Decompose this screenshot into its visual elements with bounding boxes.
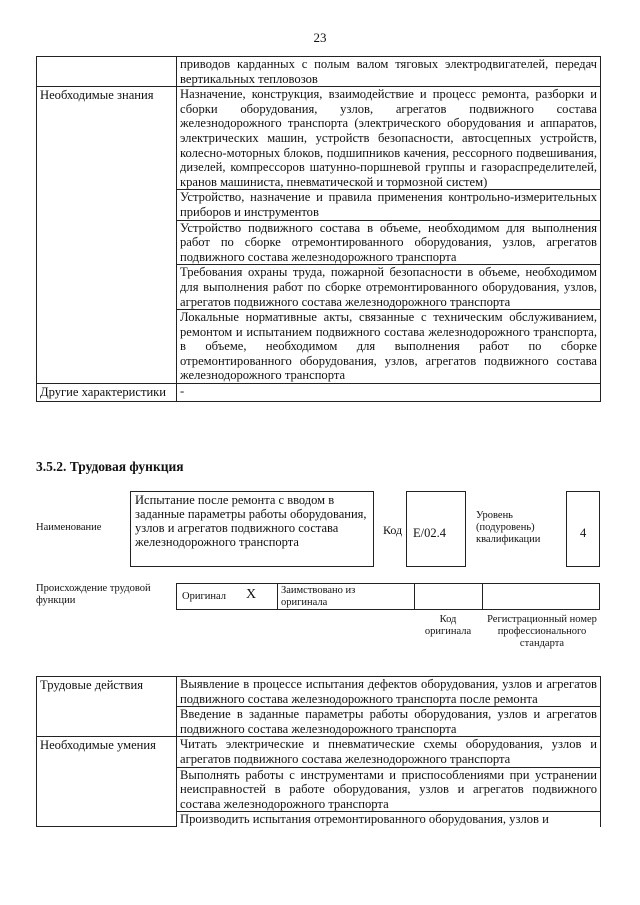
code-label: Код [383, 523, 403, 537]
knowledge-item: Локальные нормативные акты, связанные с техническим обслуживанием, ремонтом и испытанием подвижного состава железнодорожного транспорта, в объеме, необходимом для выполнения работ по сборке отремонтированного оборудования, узлов, агрегатов подвижного состава железнодорожного транспорта [177, 310, 601, 384]
knowledge-item: Устройство подвижного состава в объеме, необходимом для выполнения работ по сборке отремонтированного оборудования, узлов, агрегатов подвижного состава железнодорожного транспорта [177, 220, 601, 265]
caption-reg: Регистрационный номер профессионального стандарта [487, 614, 597, 649]
table-row [37, 384, 601, 402]
section-title: 3.5.2. Трудовая функция [36, 459, 184, 474]
knowledge-table [36, 56, 601, 402]
original-label: Оригинал [182, 591, 226, 602]
action-item: Выявление в процессе испытания дефектов оборудования, узлов и агрегатов подвижного состава железнодорожного транспорта после ремонта [177, 677, 601, 707]
other-value: - [177, 384, 601, 402]
continuation-text: приводов карданных с полым валом тяговых электродвигателей, передач вертикальных тепловозов [177, 57, 601, 87]
caption-code: Код оригинала [424, 614, 472, 637]
original-mark: X [246, 587, 257, 602]
origin-label: Происхождение трудовой функции [36, 583, 151, 606]
skill-item: Читать электрические и пневматические схемы оборудования, узлов и агрегатов подвижного состава железнодорожного транспорта [177, 737, 601, 767]
skill-item: Производить испытания отремонтированного оборудования, узлов и [177, 812, 601, 827]
actions-table [36, 676, 601, 827]
knowledge-label: Необходимые знания [37, 87, 177, 384]
skill-item: Выполнять работы с инструментами и приспособлениями при устранении неисправностей в работе оборудования, узлов и агрегатов подвижного состава железнодорожного транспорта [177, 767, 601, 812]
table-row [37, 737, 601, 767]
action-item: Введение в заданные параметры работы оборудования, узлов и агрегатов подвижного состава железнодорожного транспорта [177, 707, 601, 737]
empty-cell [37, 57, 177, 87]
knowledge-item: Требования охраны труда, пожарной безопасности в объеме, необходимом для выполнения работ по сборке отремонтированного оборудования, узлов, агрегатов подвижного состава железнодорожного транспорта [177, 265, 601, 310]
knowledge-item: Назначение, конструкция, взаимодействие и процесс ремонта, разборки и сборки оборудования, узлов, агрегатов подвижного состава железнодорожного транспорта (электрического оборудования и аппаратов, электрических машин, устройств безопасности, автосцепных устройств, колесно-моторных блоков, подшипников качения, рессорного подвешивания, дизелей, компрессоров шатунно-поршневой группы и газораспределителей, кранов машиниста, пневматической и тормозной систем) [177, 87, 601, 190]
code-value: E/02.4 [406, 491, 466, 567]
knowledge-item: Устройство, назначение и правила применения контрольно-измерительных приборов и инструментов [177, 190, 601, 220]
level-value: 4 [566, 491, 600, 567]
table-row [37, 57, 601, 87]
skills-label: Необходимые умения [37, 737, 177, 827]
level-label: Уровень (подуровень) квалификации [476, 510, 541, 545]
table-row [37, 87, 601, 190]
page-number: 23 [313, 30, 327, 45]
other-label: Другие характеристики [37, 384, 177, 402]
table-row [37, 677, 601, 707]
borrowed-label: Заимствовано из оригинала [281, 585, 356, 608]
actions-label: Трудовые действия [37, 677, 177, 737]
name-value: Испытание после ремонта с вводом в заданные параметры работы оборудования, узлов и агрегатов подвижного состава железнодорожного транспорта [130, 491, 374, 567]
name-label: Наименование [36, 522, 102, 533]
